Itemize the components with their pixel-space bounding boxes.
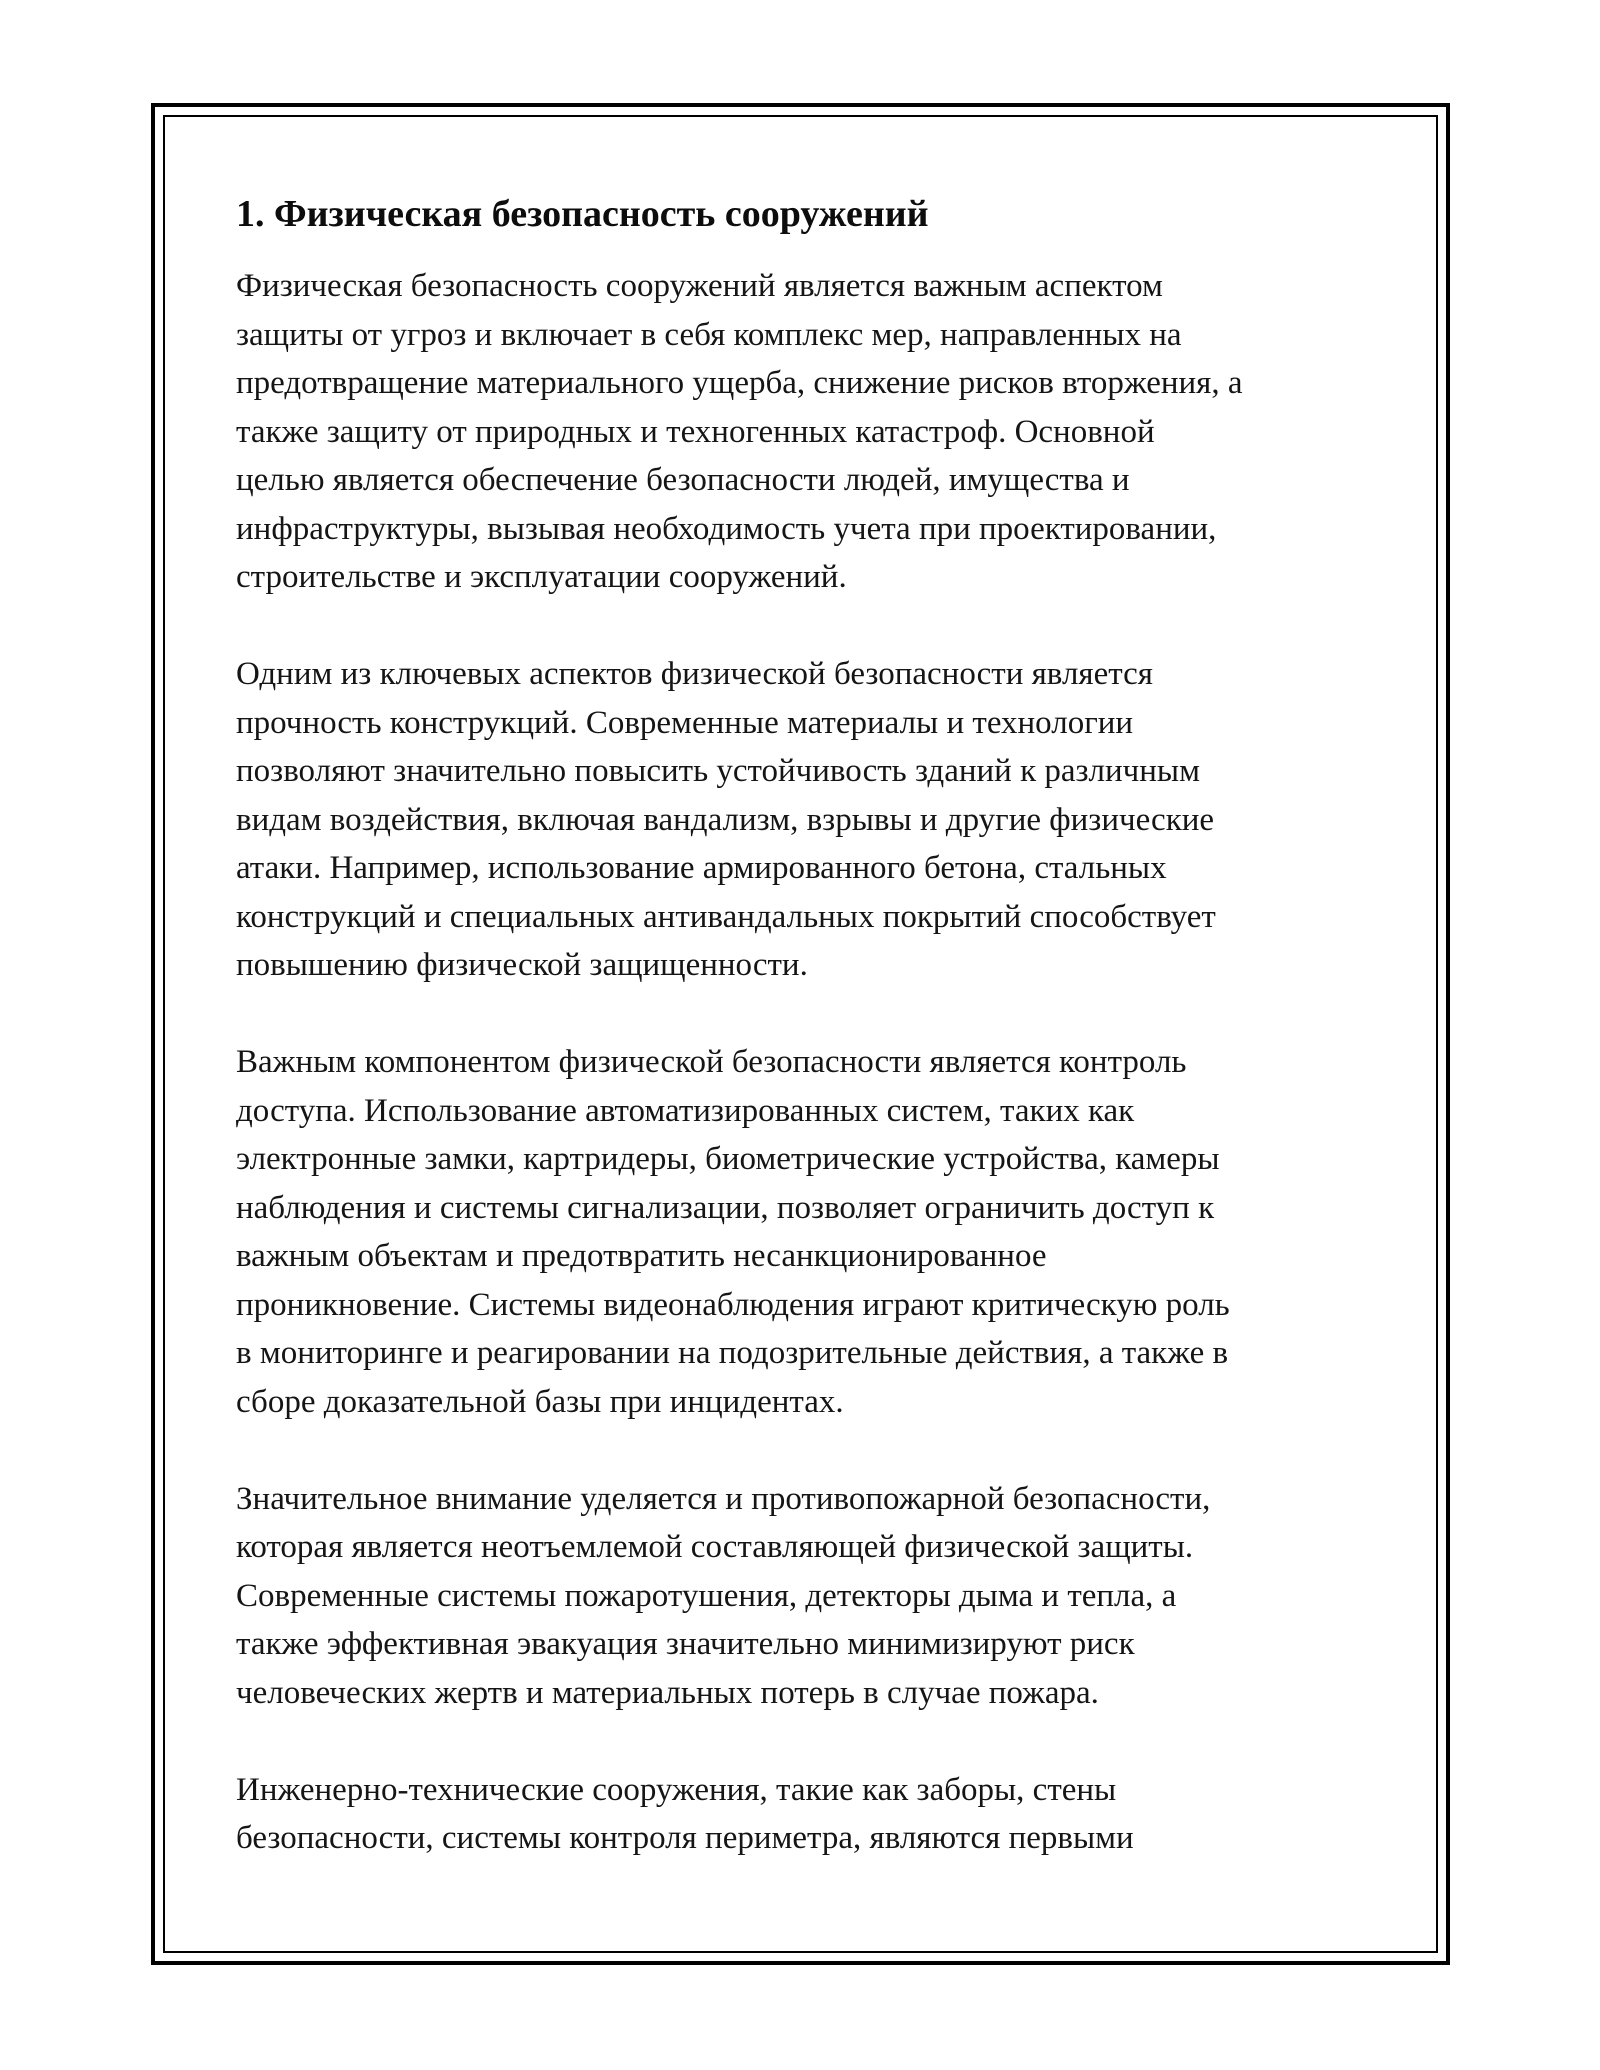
paragraph-line: строительстве и эксплуатации сооружений. [236,559,847,595]
paragraph-line: прочность конструкций. Современные материалы и технологии [236,704,1134,741]
paragraph-line: проникновение. Системы видеонаблюдения играют критическую роль [236,1286,1230,1323]
paragraph-line: наблюдения и системы сигнализации, позволяет ограничить доступ к [236,1189,1215,1226]
paragraph-line: видам воздействия, включая вандализм, взрывы и другие физические [236,801,1215,838]
paragraph-line: защиты от угроз и включает в себя комплекс мер, направленных на [236,316,1182,353]
paragraph-line: электронные замки, картридеры, биометрические устройства, камеры [236,1141,1220,1177]
paragraph-3 [236,1038,1376,1426]
paragraph-line: Физическая безопасность сооружений является важным аспектом [236,268,1163,304]
paragraph-line: в мониторинге и реагировании на подозрительные действия, а также в [236,1335,1229,1371]
paragraph-line: важным объектам и предотвратить несанкционированное [236,1238,1047,1274]
paragraph-1 [236,262,1376,602]
paragraph-line: которая является неотъемлемой составляющей физической защиты. [236,1529,1194,1565]
paragraph-line: конструкций и специальных антивандальных покрытий способствует [236,898,1216,935]
paragraph-line: целью является обеспечение безопасности людей, имущества и [236,462,1130,498]
document-body [236,190,1376,1863]
paragraph-line: позволяют значительно повысить устойчивость зданий к различным [236,753,1200,789]
paragraph-line: предотвращение материального ущерба, снижение рисков вторжения, а [236,365,1243,401]
paragraph-line: Инженерно-технические сооружения, такие как заборы, стены [236,1771,1117,1808]
paragraph-line: человеческих жертв и материальных потерь в случае пожара. [236,1674,1099,1711]
paragraph-line: инфраструктуры, вызывая необходимость учета при проектировании, [236,510,1217,547]
section-title: 1. Физическая безопасность сооружений [236,193,929,235]
paragraph-line: сборе доказательной базы при инцидентах. [236,1383,844,1420]
paragraph-line: также эффективная эвакуация значительно минимизируют риск [236,1626,1135,1662]
paragraph-line: Значительное внимание уделяется и противопожарной безопасности, [236,1480,1211,1517]
paragraph-2 [236,650,1376,990]
paragraph-4 [236,1475,1376,1718]
paragraph-line: атаки. Например, использование армированного бетона, стальных [236,850,1167,886]
paragraph-line: Важным компонентом физической безопасности является контроль [236,1044,1187,1080]
paragraph-line: Одним из ключевых аспектов физической безопасности является [236,656,1153,692]
paragraph-line: безопасности, системы контроля периметра, являются первыми [236,1820,1134,1856]
paragraph-line: Современные системы пожаротушения, детекторы дыма и тепла, а [236,1577,1177,1614]
paragraph-line: повышению физической защищенности. [236,947,808,983]
paragraph-5 [236,1766,1376,1863]
paragraph-line: также защиту от природных и техногенных катастроф. Основной [236,413,1155,450]
paragraph-line: доступа. Использование автоматизированных систем, таких как [236,1092,1135,1129]
